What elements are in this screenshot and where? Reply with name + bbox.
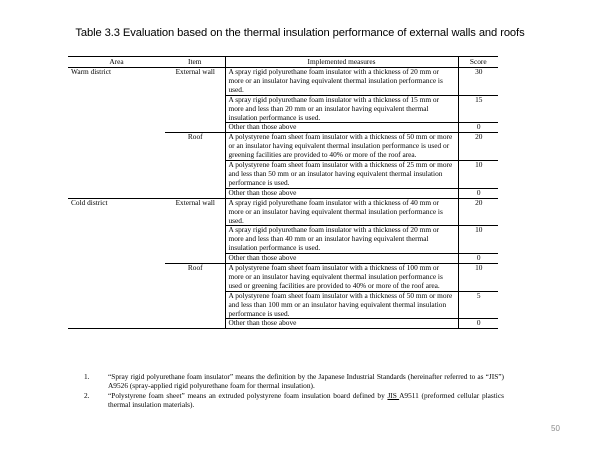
evaluation-table <box>68 56 498 329</box>
area-cell <box>68 226 165 254</box>
header-item: Item <box>165 57 225 68</box>
measure-cell: A polystyrene foam sheet foam insulator with a thickness of 25 mm or more and less than 50 mm or an insulator having equivalent thermal insulation performance is used. <box>225 161 458 189</box>
footnote-text-after: A9511 (preformed cellular plastics thermal insulation materials). <box>108 390 504 410</box>
footnote-2 <box>84 391 504 410</box>
table-row <box>68 68 498 96</box>
table-row <box>68 291 498 319</box>
footnote-text: “Spray rigid polyurethane foam insulator” means the definition by the Japanese Industrial Standards (hereinafter referred to as “JIS”) A9526 (spray-applied rigid polyurethane foam for thermal insulation). <box>108 372 504 391</box>
measure-cell: A spray rigid polyurethane foam insulator with a thickness of 20 mm or more or an insulator having equivalent thermal insulation performance is used. <box>225 68 458 96</box>
area-cell <box>68 123 165 133</box>
page-number: 50 <box>551 424 560 433</box>
area-cell: Cold district <box>71 197 108 207</box>
measure-cell: A polystyrene foam sheet foam insulator with a thickness of 100 mm or more or an insulator having equivalent thermal insulation performance is used or greening facilities are provided to 40% or more of the roof area. <box>225 264 458 292</box>
score-cell: 10 <box>458 264 498 292</box>
measure-cell: Other than those above <box>225 188 458 198</box>
score-cell: 10 <box>458 226 498 254</box>
footnote-1 <box>84 372 504 391</box>
table-row <box>68 254 498 264</box>
area-cell <box>68 188 165 198</box>
item-cell: External wall <box>175 197 215 207</box>
score-cell: 0 <box>458 123 498 133</box>
footnote-text-before: “Polystyrene foam sheet” means an extruded polystyrene foam insulation board defined by <box>108 390 388 400</box>
table-title: Table 3.3 Evaluation based on the thermal insulation performance of external walls and roofs <box>75 27 525 39</box>
score-cell: 0 <box>458 254 498 264</box>
table-row <box>68 95 498 123</box>
area-cell <box>68 254 165 264</box>
item-cell <box>165 123 225 133</box>
item-cell <box>165 95 225 123</box>
item-cell: External wall <box>175 67 215 76</box>
item-cell <box>165 188 225 198</box>
area-cell <box>68 161 165 189</box>
item-cell <box>165 161 225 189</box>
table-row <box>68 319 498 329</box>
footnote-number: 2. <box>84 390 90 400</box>
measure-cell: A spray rigid polyurethane foam insulator with a thickness of 20 mm or more and less than 40 mm or an insulator having equivalent thermal insulation performance is used. <box>225 226 458 254</box>
score-cell: 20 <box>458 198 498 226</box>
measure-cell: A spray rigid polyurethane foam insulator with a thickness of 40 mm or more or an insulator having equivalent thermal insulation performance is used. <box>225 198 458 226</box>
measure-cell: A spray rigid polyurethane foam insulator with a thickness of 15 mm or more and less than 20 mm or an insulator having equivalent thermal insulation performance is used. <box>225 95 458 123</box>
area-cell <box>68 133 165 161</box>
score-cell: 30 <box>458 68 498 96</box>
jis-link: JIS <box>387 390 400 400</box>
measure-cell: Other than those above <box>225 123 458 133</box>
item-cell <box>165 226 225 254</box>
area-cell: Warm district <box>71 67 111 76</box>
table-row <box>68 226 498 254</box>
score-cell: 0 <box>458 188 498 198</box>
score-cell: 15 <box>458 95 498 123</box>
measure-cell: A polystyrene foam sheet foam insulator with a thickness of 50 mm or more or an insulator having equivalent thermal insulation performance is used or greening facilities are provided to 40% or more of the roof area. <box>225 133 458 161</box>
measure-cell: Other than those above <box>225 319 458 329</box>
area-cell <box>68 95 165 123</box>
score-cell: 20 <box>458 133 498 161</box>
header-measures: Implemented measures <box>225 57 458 68</box>
item-cell <box>165 254 225 264</box>
score-cell: 10 <box>458 161 498 189</box>
table-row <box>68 188 498 198</box>
table-row <box>68 198 498 226</box>
footnotes <box>84 372 504 410</box>
item-cell <box>165 291 225 319</box>
footnote-number: 1. <box>84 372 90 381</box>
score-cell: 0 <box>458 319 498 329</box>
table-header-row <box>68 57 498 68</box>
header-score: Score <box>458 57 498 68</box>
measure-cell: A polystyrene foam sheet foam insulator with a thickness of 50 mm or more and less than 100 mm or an insulator having equivalent thermal insulation performance is used. <box>225 291 458 319</box>
area-cell <box>68 319 165 329</box>
score-cell: 5 <box>458 291 498 319</box>
item-cell: Roof <box>187 263 203 273</box>
table-row <box>68 264 498 292</box>
area-cell <box>68 291 165 319</box>
table-row <box>68 133 498 161</box>
measure-cell: Other than those above <box>225 254 458 264</box>
table-row <box>68 161 498 189</box>
header-area: Area <box>68 57 165 68</box>
item-cell: Roof <box>187 132 203 142</box>
area-cell <box>68 264 165 292</box>
footnote-text <box>108 391 504 409</box>
table-row <box>68 123 498 133</box>
item-cell <box>165 319 225 329</box>
